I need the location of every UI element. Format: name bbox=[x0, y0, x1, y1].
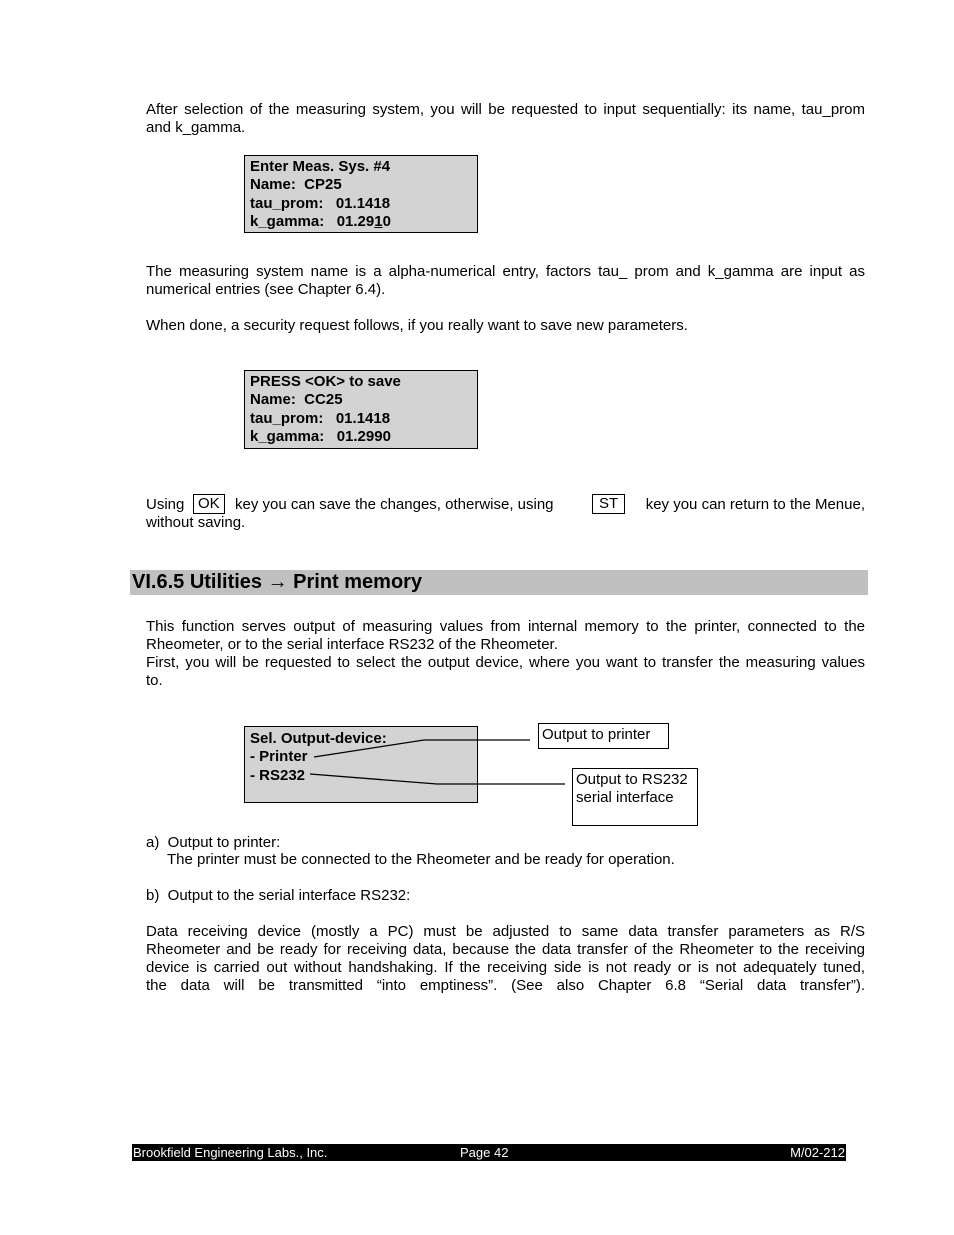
footer-company: Brookfield Engineering Labs., Inc. bbox=[133, 1145, 328, 1160]
intro-line-1: After selection of the measuring system, you will be requested to input sequentially: its name, tau_prom bbox=[146, 101, 865, 118]
data-line-3: device is carried out without handshaking. If the receiving side is not ready or is not adequately tuned, bbox=[146, 959, 865, 976]
function-line-3: First, you will be requested to select the output device, where you want to transfer the measuring values bbox=[146, 654, 865, 671]
lcd-cursor: 1 bbox=[374, 212, 383, 230]
callout-rs232-line-1: Output to RS232 bbox=[576, 771, 688, 788]
list-item-a bbox=[146, 834, 675, 868]
done-paragraph: When done, a security request follows, if you really want to save new parameters. bbox=[146, 317, 688, 334]
function-line-1: This function serves output of measuring values from internal memory to the printer, connected to the bbox=[146, 618, 865, 635]
lcd-row: Name: CP25 bbox=[250, 176, 342, 194]
lcd-row: Enter Meas. Sys. #4 bbox=[250, 158, 391, 175]
name-line-1: The measuring system name is a alpha-numerical entry, factors tau_ prom and k_gamma are input as bbox=[146, 263, 865, 280]
list-item-b-label: b) Output to the serial interface RS232: bbox=[146, 887, 411, 904]
function-line-2: Rheometer, or to the serial interface RS232 of the Rheometer. bbox=[146, 636, 558, 653]
st-key: ST bbox=[592, 494, 625, 514]
keys-line-2: without saving. bbox=[146, 514, 246, 531]
ok-key: OK bbox=[193, 494, 225, 514]
data-line-2: Rheometer and be ready for receiving data, because the data transfer of the Rheometer to the receiving bbox=[146, 941, 865, 958]
lcd-row: tau_prom: 01.1418 bbox=[250, 194, 391, 212]
function-line-4: to. bbox=[146, 672, 163, 689]
footer-page-number: Page 42 bbox=[460, 1145, 509, 1160]
intro-line-2: and k_gamma. bbox=[146, 119, 246, 136]
lcd-row: k_gamma: 01.2990 bbox=[250, 427, 391, 445]
name-line-2: numerical entries (see Chapter 6.4). bbox=[146, 281, 386, 298]
page-footer bbox=[132, 1144, 846, 1161]
data-line-1: Data receiving device (mostly a PC) must be adjusted to same data transfer parameters as R/S bbox=[146, 923, 865, 940]
callout-printer: Output to printer bbox=[538, 723, 669, 749]
data-line-4: the data will be transmitted “into emptiness”. (See also Chapter 6.8 “Serial data transfer”). bbox=[146, 977, 865, 994]
lcd-row: Name: CC25 bbox=[250, 391, 343, 409]
section-heading: VI.6.5 Utilities → Print memory bbox=[130, 570, 868, 595]
footer-doc-id: M/02-212 bbox=[790, 1145, 845, 1160]
data-paragraph bbox=[146, 923, 865, 995]
keys-mid-text: key you can save the changes, otherwise, using bbox=[235, 496, 554, 513]
lcd-row-text: 0 bbox=[382, 212, 391, 230]
lcd-row: Sel. Output-device: bbox=[250, 730, 387, 747]
callout-rs232 bbox=[572, 768, 698, 826]
lcd-row-text: k_gamma: 01.29 bbox=[250, 212, 375, 230]
keys-end-text: key you can return to the Menue, bbox=[645, 496, 865, 513]
lcd-row: - RS232 bbox=[250, 766, 306, 784]
keys-using-text: Using bbox=[146, 496, 185, 513]
lcd-row: PRESS <OK> to save bbox=[250, 373, 401, 390]
lcd-row: - Printer bbox=[250, 748, 308, 766]
list-item-a-text: The printer must be connected to the Rheometer and be ready for operation. bbox=[167, 851, 675, 868]
list-item-a-label: a) Output to printer: bbox=[146, 834, 281, 851]
lcd-row: tau_prom: 01.1418 bbox=[250, 409, 391, 427]
callout-rs232-line-2: serial interface bbox=[576, 789, 674, 806]
